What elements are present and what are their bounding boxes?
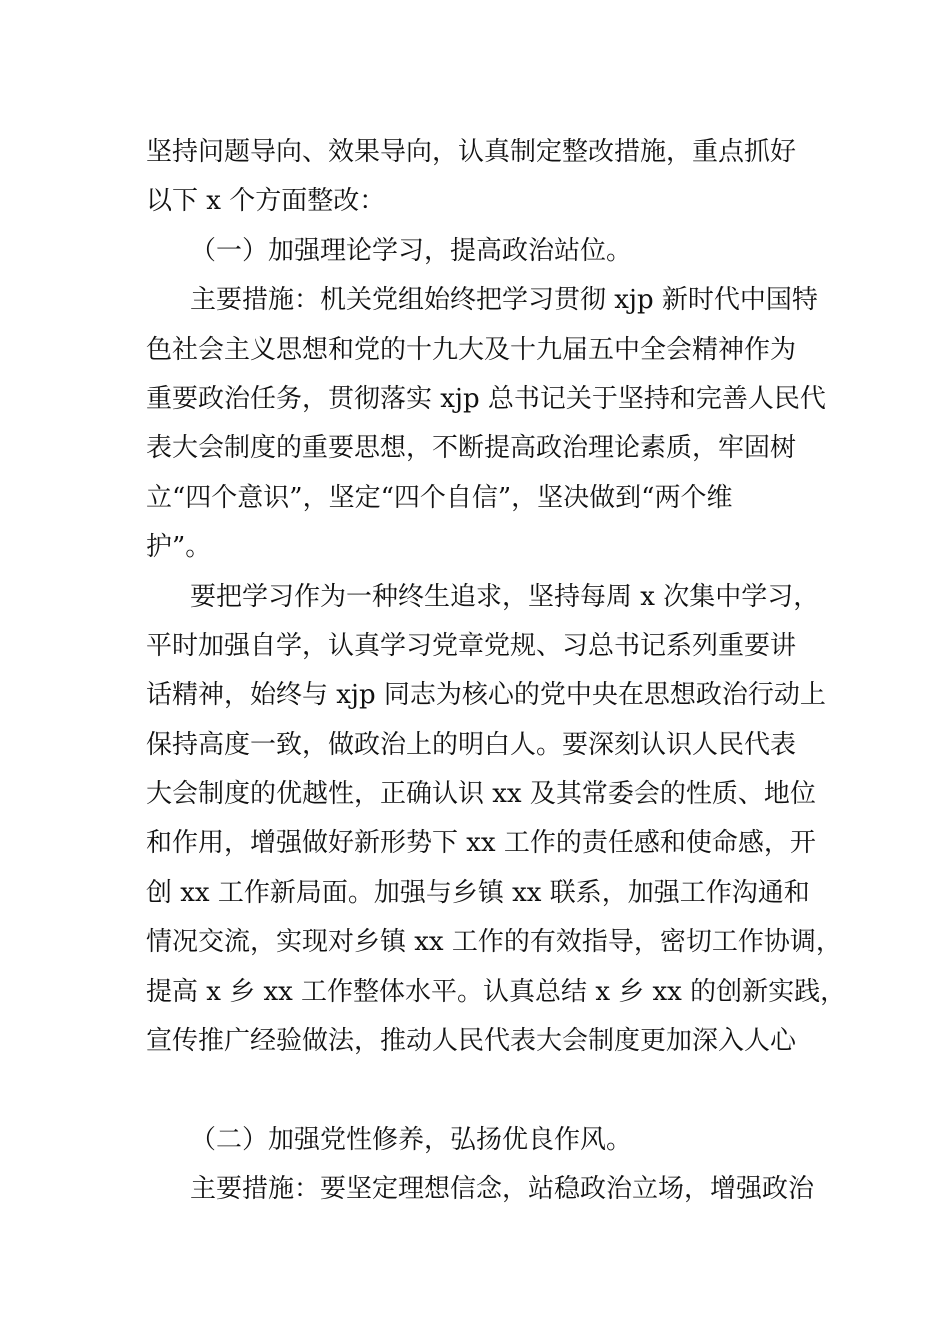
paragraph-line: 立“四个意识”，坚定“四个自信”，坚决做到“两个维: [146, 482, 733, 513]
paragraph-line: 表大会制度的重要思想，不断提高政治理论素质，牢固树: [146, 433, 797, 464]
blank-line: [146, 1066, 826, 1115]
paragraph-line: 创 xx 工作新局面。加强与乡镇 xx 联系，加强工作沟通和: [146, 877, 810, 908]
paragraph-line: 提高 x 乡 xx 工作整体水平。认真总结 x 乡 xx 的创新实践，: [146, 976, 847, 1007]
paragraph-line: 情况交流，实现对乡镇 xx 工作的有效指导，密切工作协调，: [146, 927, 842, 958]
paragraph-line: 要把学习作为一种终生追求，坚持每周 x 次集中学习，: [190, 581, 820, 612]
paragraph-line: 保持高度一致，做政治上的明白人。要深刻认识人民代表: [146, 729, 797, 760]
paragraph-line: 坚持问题导向、效果导向，认真制定整改措施，重点抓好: [146, 137, 797, 167]
document-body: [146, 128, 847, 1215]
section-heading-2: （二）加强党性修养，弘扬优良作风。: [190, 1124, 633, 1155]
paragraph-line: 主要措施：要坚定理想信念，站稳政治立场，增强政治: [190, 1174, 815, 1205]
paragraph-line: 以下 x 个方面整改：: [146, 186, 386, 217]
paragraph-line: 平时加强自学，认真学习党章党规、习总书记系列重要讲: [146, 630, 797, 661]
paragraph-line: 色社会主义思想和党的十九大及十九届五中全会精神作为: [146, 334, 797, 365]
paragraph-line: 重要政治任务，贯彻落实 xjp 总书记关于坚持和完善人民代: [146, 383, 826, 414]
paragraph-line: 话精神，始终与 xjp 同志为核心的党中央在思想政治行动上: [146, 680, 826, 711]
paragraph-line: 大会制度的优越性，正确认识 xx 及其常委会的性质、地位: [146, 779, 816, 810]
paragraph-line: 护”。: [146, 532, 212, 563]
section-heading-1: （一）加强理论学习，提高政治站位。: [190, 235, 633, 266]
paragraph-line: 和作用，增强做好新形势下 xx 工作的责任感和使命感，开: [146, 828, 816, 859]
paragraph-line: 宣传推广经验做法，推动人民代表大会制度更加深入人心: [146, 1026, 797, 1057]
paragraph-line: 主要措施：机关党组始终把学习贯彻 xjp 新时代中国特: [190, 285, 818, 316]
